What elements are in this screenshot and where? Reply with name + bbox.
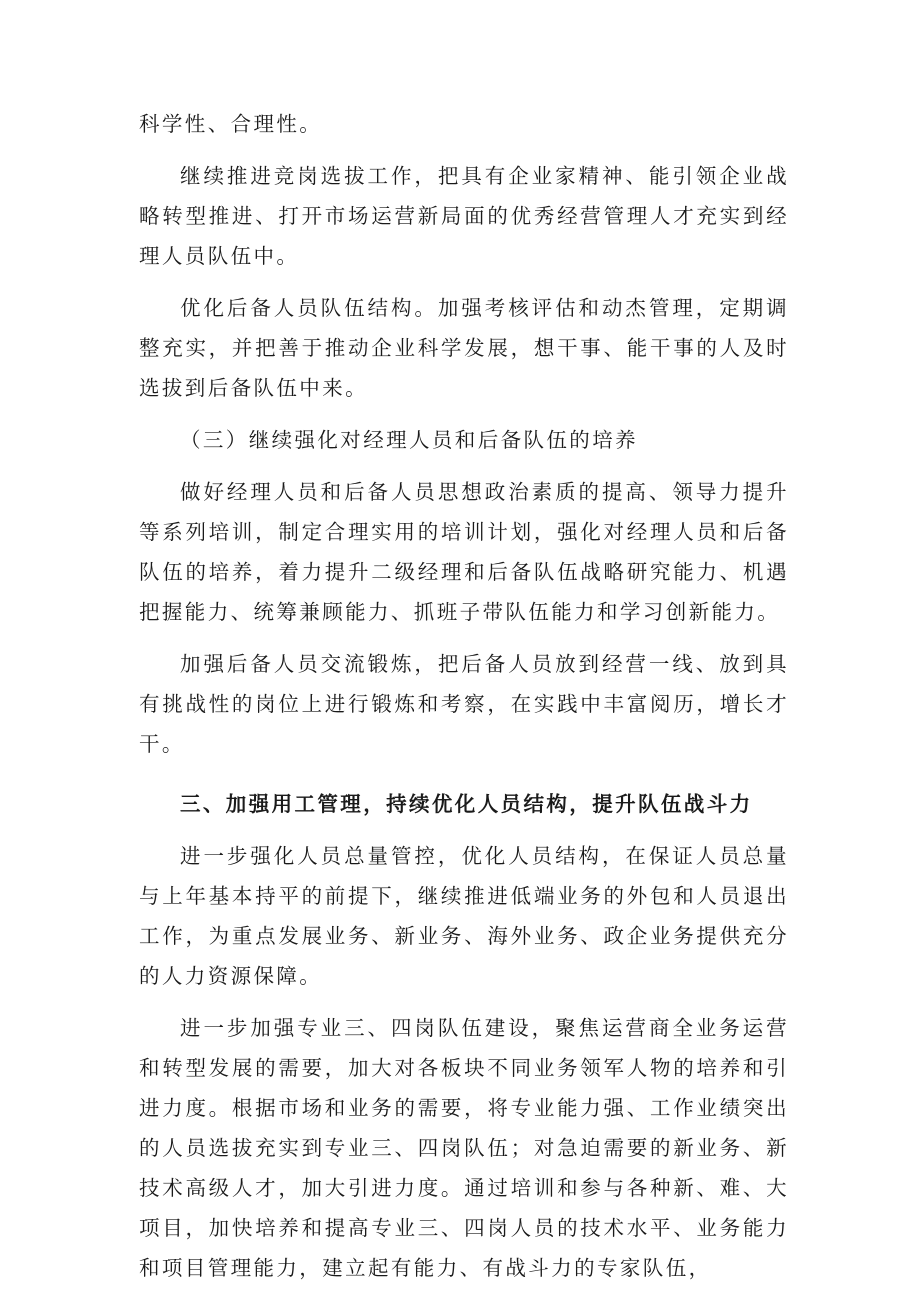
- paragraph-professional-teams: 进一步加强专业三、四岗队伍建设，聚焦运营商全业务运营和转型发展的需要，加大对各板块不同业务领军人物的培养和引进力度。根据市场和业务的需要，将专业能力强、工作业绩突出的人员选拔充实到专业三、四岗队伍；对急迫需要的新业务、新技术高级人才，加大引进力度。通过培训和参与各种新、难、大项目，加快培养和提高专业三、四岗人员的技术水平、业务能力和项目管理能力，建立起有能力、有战斗力的专家队伍，: [139, 1016, 789, 1280]
- subsection-heading-3: （三）继续强化对经理人员和后备队伍的培养: [180, 428, 638, 452]
- document-body: [139, 104, 789, 1300]
- paragraph-competitive-selection: 继续推进竞岗选拔工作，把具有企业家精神、能引领企业战略转型推进、打开市场运营新局面的优秀经营管理人才充实到经理人员队伍中。: [139, 164, 789, 268]
- paragraph-headcount-control: 进一步强化人员总量管控，优化人员结构，在保证人员总量与上年基本持平的前提下，继续推进低端业务的外包和人员退出工作，为重点发展业务、新业务、海外业务、政企业务提供充分的人力资源保障。: [139, 844, 789, 988]
- section-heading-3: 三、加强用工管理，持续优化人员结构，提升队伍战斗力: [180, 792, 753, 816]
- paragraph-reserve-structure: 优化后备人员队伍结构。加强考核评估和动杰管理，定期调整充实，并把善于推动企业科学发展，想干事、能干事的人及时选拔到后备队伍中来。: [139, 296, 789, 400]
- paragraph-exchange-training: 加强后备人员交流锻炼，把后备人员放到经营一线、放到具有挑战性的岗位上进行锻炼和考察，在实践中丰富阅历，增长才干。: [139, 652, 789, 756]
- paragraph-training: 做好经理人员和后备人员思想政治素质的提高、领导力提升等系列培训，制定合理实用的培训计划，强化对经理人员和后备队伍的培养，着力提升二级经理和后备队伍战略研究能力、机遇把握能力、统筹兼顾能力、抓班子带队伍能力和学习创新能力。: [139, 480, 789, 624]
- paragraph-continuation: 科学性、合理性。: [139, 112, 323, 136]
